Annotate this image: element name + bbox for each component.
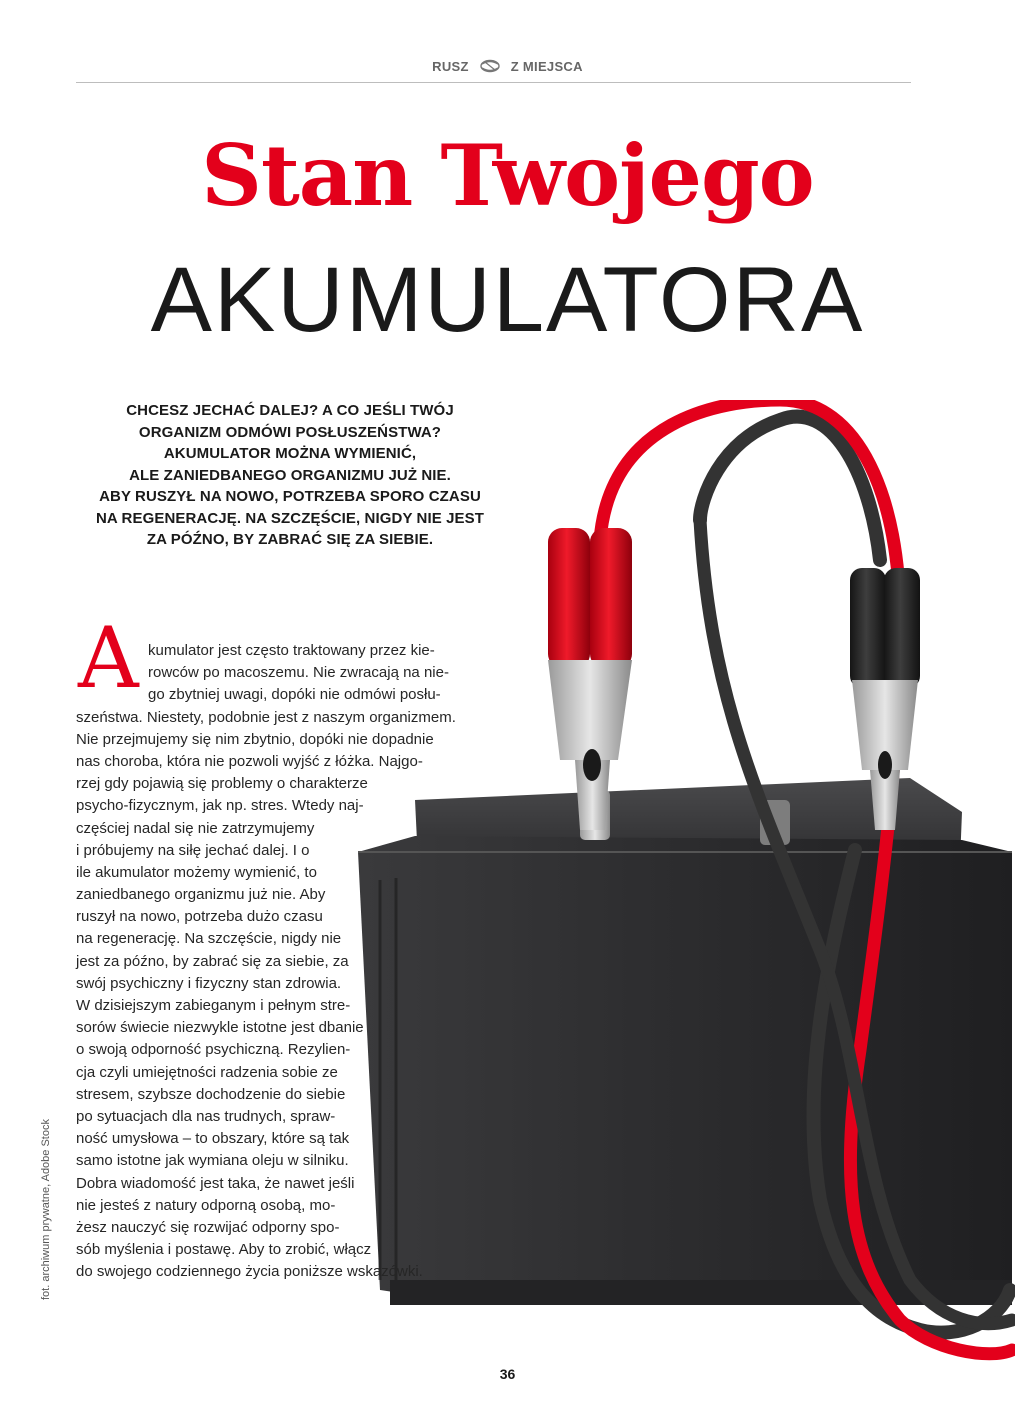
body-line: Nie przejmujemy się nim zbytnio, dopóki nie dopadnie <box>76 730 434 748</box>
body-line: W dzisiejszym zabieganym i pełnym stre- <box>76 997 351 1014</box>
body-line: sorów świecie niezwykle istotne jest dbanie <box>76 1019 364 1037</box>
body-line: do swojego codziennego życia poniższe wskazówki. <box>76 1263 423 1281</box>
body-line: kumulator jest często traktowany przez kie- <box>148 642 435 659</box>
body-line: nie jesteś z natury odporną osobą, mo- <box>76 1196 336 1214</box>
body-line: ile akumulator możemy wymienić, to <box>76 863 317 881</box>
lead-line: ABY RUSZYŁ NA NOWO, POTRZEBA SPORO CZASU <box>99 488 481 505</box>
lead-line: CHCESZ JECHAĆ DALEJ? A CO JEŚLI TWÓJ <box>126 402 454 419</box>
body-line: stresem, szybsze dochodzenie do siebie <box>76 1085 346 1103</box>
photo-credit: fot. archiwum prywatne, Adobe Stock <box>40 1119 52 1300</box>
body-line: zaniedbanego organizmu już nie. Aby <box>76 886 326 904</box>
swirl-logo-icon <box>479 58 501 74</box>
red-clamp <box>548 528 632 830</box>
body-line: szeństwa. Niestety, podobnie jest z naszym organizmem. <box>76 708 456 726</box>
section-header <box>0 58 1015 74</box>
body-line: częściej nadal się nie zatrzymujemy <box>76 819 315 837</box>
page-number: 36 <box>499 1366 516 1382</box>
body-line: nas choroba, która nie pozwoli wyjść z łóżka. Najgo- <box>76 752 423 770</box>
header-divider <box>76 82 911 83</box>
lead-line: ZA PÓŹNO, BY ZABRAĆ SIĘ ZA SIEBIE. <box>146 531 434 548</box>
section-label-right: Z MIEJSCA <box>510 58 583 74</box>
lead-line: NA REGENERACJĘ. NA SZCZĘŚCIE, NIGDY NIE JEST <box>95 509 485 527</box>
body-line: rowców po macoszemu. Nie zwracają na nie- <box>148 664 449 682</box>
headline-line-2: AKUMULATORA <box>150 249 865 351</box>
body-line: na regenerację. Na szczęście, nigdy nie <box>76 930 342 948</box>
lead-line: ORGANIZM ODMÓWI POSŁUSZEŃSTWA? <box>138 423 442 441</box>
lead-line: AKUMULATOR MOŻNA WYMIENIĆ, <box>163 445 417 462</box>
body-line: swój psychiczny i fizyczny stan zdrowia. <box>76 974 342 992</box>
body-line: psycho-fizycznym, jak np. stres. Wtedy naj- <box>76 797 364 815</box>
body-line: rzej gdy pojawią się problemy o charakterze <box>76 775 368 793</box>
body-line: jest za późno, by zabrać się za siebie, za <box>76 952 349 970</box>
body-text <box>76 640 456 1283</box>
body-line: cja czyli umiejętności radzenia sobie ze <box>76 1063 338 1081</box>
body-line: o swoją odporność psychiczną. Rezylien- <box>76 1041 351 1059</box>
body-line: żesz nauczyć się rozwijać odporny spo- <box>76 1218 340 1236</box>
body-line: go zbytniej uwagi, dopóki nie odmówi posłu- <box>148 686 441 704</box>
body-line: samo istotne jak wymiana oleju w silniku. <box>76 1152 349 1170</box>
headline-line-1: Stan Twojego <box>201 126 814 225</box>
body-line: ruszył na nowo, potrzeba dużo czasu <box>76 908 323 926</box>
body-line: Dobra wiadomość jest taka, że nawet jeśli <box>76 1174 355 1192</box>
body-line: i próbujemy na siłę jechać dalej. I o <box>76 841 310 859</box>
battery-body <box>358 836 1012 1300</box>
body-line: sób myślenia i postawę. Aby to zrobić, włącz <box>76 1241 372 1259</box>
lead-line: ALE ZANIEDBANEGO ORGANIZMU JUŻ NIE. <box>129 466 451 484</box>
body-line: ność umysłowa – to obszary, które są tak <box>76 1130 350 1148</box>
drop-cap: A <box>78 609 139 707</box>
section-label-left: RUSZ <box>432 58 469 74</box>
body-line: po sytuacjach dla nas trudnych, spraw- <box>76 1107 336 1125</box>
